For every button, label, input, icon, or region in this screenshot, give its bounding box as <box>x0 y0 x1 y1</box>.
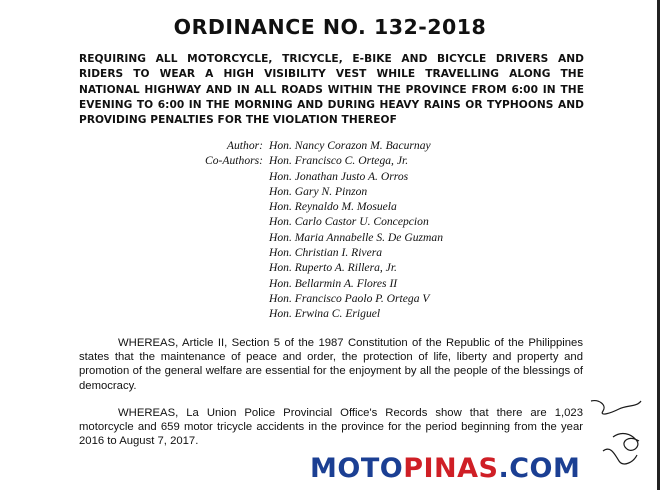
authors-block <box>197 138 443 322</box>
coauthor-name: Hon. Francisco Paolo P. Ortega V <box>269 291 430 305</box>
coauthor-name: Hon. Ruperto A. Rillera, Jr. <box>269 261 397 275</box>
whereas-paragraph: WHEREAS, La Union Police Provincial Office's Records show that there are 1,023 motorcycle and 659 motor tricycle accidents in the province for the period beginning from the year 2016 to August 7, 2017. <box>79 407 583 448</box>
signature-scribble <box>585 395 645 475</box>
coauthor-row <box>197 214 443 229</box>
coauthor-row <box>197 199 443 214</box>
ordinance-subject: REQUIRING ALL MOTORCYCLE, TRICYCLE, E-BIKE AND BICYCLE DRIVERS AND RIDERS TO WEAR A HIGH VISIBILITY VEST WHILE TRAVELLING ALONG THE NATIONAL HIGHWAY AND IN ALL ROADS WITHIN THE PROVINCE FROM 6:00 IN THE EVENING TO 6:00 IN THE MORNING AND DURING HEAVY RAINS OR TYPHOONS AND PROVIDING PENALTIES FOR THE VIOLATION THEREOF <box>79 53 584 127</box>
coauthor-name: Hon. Maria Annabelle S. De Guzman <box>269 230 443 244</box>
coauthor-row <box>197 291 443 306</box>
coauthor-row <box>197 245 443 260</box>
motopinas-watermark-logo: MOTO PINAS .COM <box>310 452 581 484</box>
coauthors-label: Co-Authors: <box>205 154 263 168</box>
author-label: Author: <box>226 139 263 152</box>
whereas-paragraph: WHEREAS, Article II, Section 5 of the 1987 Constitution of the Republic of the Philippines states that the maintenance of peace and order, the protection of life, liberty and property and promotion of the general welfare are essential for the enjoyment by all the people of the blessings of democracy. <box>79 337 583 392</box>
coauthor-name: Hon. Gary N. Pinzon <box>269 184 368 198</box>
coauthor-name: Hon. Jonathan Justo A. Orros <box>269 169 409 183</box>
coauthor-row <box>197 230 443 245</box>
coauthor-name: Hon. Bellarmin A. Flores II <box>269 276 398 290</box>
coauthor-row <box>197 306 443 321</box>
coauthor-name: Hon. Christian I. Rivera <box>269 246 383 260</box>
ordinance-title: ORDINANCE NO. 132-2018 <box>173 15 487 39</box>
coauthor-row <box>197 169 443 184</box>
coauthor-row <box>197 260 443 275</box>
author-name: Hon. Nancy Corazon M. Bacurnay <box>269 139 431 152</box>
coauthor-name: Hon. Francisco C. Ortega, Jr. <box>269 154 409 168</box>
coauthor-name: Hon. Carlo Castor U. Concepcion <box>269 215 429 229</box>
coauthor-row <box>197 153 443 168</box>
coauthor-row <box>197 184 443 199</box>
coauthor-row <box>197 276 443 291</box>
coauthor-name: Hon. Reynaldo M. Mosuela <box>269 200 397 214</box>
coauthor-name: Hon. Erwina C. Eriguel <box>269 307 381 321</box>
author-row <box>197 138 443 153</box>
